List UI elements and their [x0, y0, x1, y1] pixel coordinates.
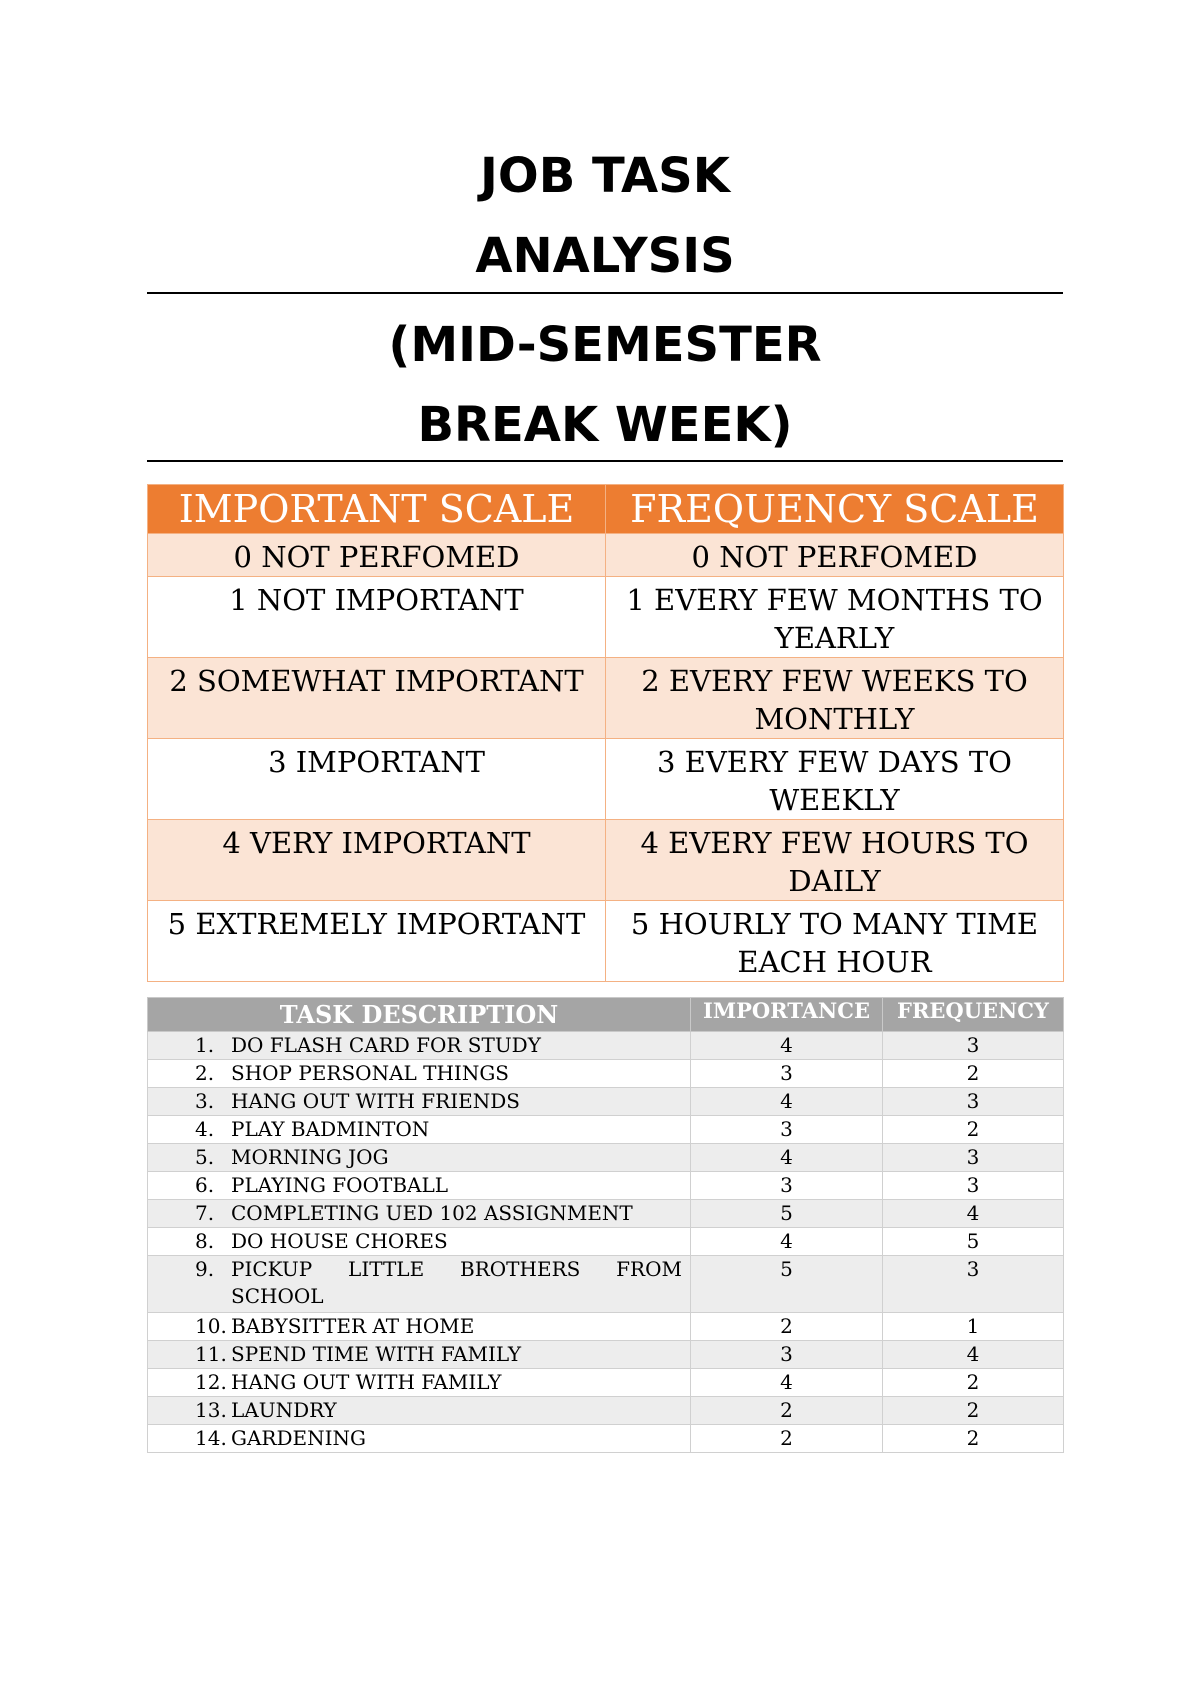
task-number: 6.: [195, 1173, 215, 1197]
task-text: SHOP PERSONAL THINGS: [231, 1061, 510, 1085]
table-row: [148, 1256, 1064, 1313]
frequency-value: 3: [883, 1172, 1064, 1200]
importance-value: 3: [691, 1172, 883, 1200]
task-text: PICKUP LITTLE BROTHERS FROM SCHOOL: [231, 1257, 682, 1308]
scale-row: [148, 739, 1064, 820]
table-row: [148, 1116, 1064, 1144]
task-text: BABYSITTER AT HOME: [231, 1314, 475, 1338]
frequency-value: 2: [883, 1397, 1064, 1425]
table-row: [148, 1088, 1064, 1116]
importance-level: 0 NOT PERFOMED: [148, 534, 606, 577]
title-line-3: (MID-SEMESTER: [388, 317, 822, 373]
task-number: 8.: [195, 1229, 215, 1253]
task-text: HANG OUT WITH FRIENDS: [231, 1089, 520, 1113]
task-text: HANG OUT WITH FAMILY: [231, 1370, 502, 1394]
frequency-value: 2: [883, 1425, 1064, 1453]
task-description: [148, 1313, 691, 1341]
task-description: [148, 1228, 691, 1256]
scale-row: [148, 901, 1064, 982]
importance-value: 3: [691, 1116, 883, 1144]
title-upper: [147, 136, 1063, 296]
task-number: 11.: [195, 1342, 227, 1366]
frequency-value: 2: [883, 1369, 1064, 1397]
scale-header-row: [148, 485, 1064, 534]
table-row: [148, 1060, 1064, 1088]
scale-table: [147, 484, 1064, 982]
frequency-value: 2: [883, 1060, 1064, 1088]
table-row: [148, 1397, 1064, 1425]
title-line-1: JOB TASK: [480, 148, 730, 204]
frequency-value: 5: [883, 1228, 1064, 1256]
task-text: PLAY BADMINTON: [231, 1117, 430, 1141]
frequency-value: 3: [883, 1032, 1064, 1060]
task-number: 14.: [195, 1426, 227, 1450]
frequency-value: 3: [883, 1144, 1064, 1172]
task-number: 13.: [195, 1398, 227, 1422]
scale-row: [148, 658, 1064, 739]
importance-value: 4: [691, 1144, 883, 1172]
importance-value: 4: [691, 1369, 883, 1397]
frequency-value: 4: [883, 1341, 1064, 1369]
title-underline-1: [147, 292, 1063, 294]
task-number: 7.: [195, 1201, 215, 1225]
task-number: 4.: [195, 1117, 215, 1141]
task-number: 10.: [195, 1314, 227, 1338]
task-table: [147, 997, 1064, 1453]
frequency-value: 3: [883, 1256, 1064, 1313]
frequency-value: 3: [883, 1088, 1064, 1116]
importance-value: 2: [691, 1313, 883, 1341]
task-number: 9.: [195, 1257, 215, 1281]
task-description: [148, 1144, 691, 1172]
importance-value: 4: [691, 1032, 883, 1060]
task-description: [148, 1060, 691, 1088]
frequency-level: 1 EVERY FEW MONTHS TO YEARLY: [606, 577, 1064, 658]
task-number: 2.: [195, 1061, 215, 1085]
task-number: 1.: [195, 1033, 215, 1057]
importance-value: 5: [691, 1256, 883, 1313]
importance-level: 3 IMPORTANT: [148, 739, 606, 820]
frequency-level: 4 EVERY FEW HOURS TO DAILY: [606, 820, 1064, 901]
task-text: DO FLASH CARD FOR STUDY: [231, 1033, 541, 1057]
task-description: [148, 1425, 691, 1453]
task-description: [148, 1088, 691, 1116]
frequency-level: 3 EVERY FEW DAYS TO WEEKLY: [606, 739, 1064, 820]
importance-value: 4: [691, 1228, 883, 1256]
table-row: [148, 1144, 1064, 1172]
table-row: [148, 1369, 1064, 1397]
table-row: [148, 1341, 1064, 1369]
table-row: [148, 1228, 1064, 1256]
task-text: PLAYING FOOTBALL: [231, 1173, 449, 1197]
task-number: 5.: [195, 1145, 215, 1169]
task-text: MORNING JOG: [231, 1145, 389, 1169]
table-row: [148, 1425, 1064, 1453]
task-number: 3.: [195, 1089, 215, 1113]
frequency-level: 0 NOT PERFOMED: [606, 534, 1064, 577]
task-description-header: TASK DESCRIPTION: [148, 998, 691, 1032]
table-row: [148, 1200, 1064, 1228]
importance-value: 2: [691, 1425, 883, 1453]
task-description: [148, 1341, 691, 1369]
task-text: LAUNDRY: [231, 1398, 337, 1422]
title-underline-2: [147, 460, 1063, 462]
scale-row: [148, 577, 1064, 658]
importance-value: 3: [691, 1060, 883, 1088]
frequency-value: 2: [883, 1116, 1064, 1144]
table-row: [148, 1172, 1064, 1200]
importance-value: 2: [691, 1397, 883, 1425]
task-description: [148, 1032, 691, 1060]
importance-level: 4 VERY IMPORTANT: [148, 820, 606, 901]
task-description: [148, 1369, 691, 1397]
frequency-value: 1: [883, 1313, 1064, 1341]
frequency-header: FREQUENCY: [883, 998, 1064, 1032]
frequency-level: 2 EVERY FEW WEEKS TO MONTHLY: [606, 658, 1064, 739]
importance-value: 3: [691, 1341, 883, 1369]
importance-level: 5 EXTREMELY IMPORTANT: [148, 901, 606, 982]
task-number: 12.: [195, 1370, 227, 1394]
importance-value: 4: [691, 1088, 883, 1116]
task-description: [148, 1116, 691, 1144]
task-description: [148, 1200, 691, 1228]
title-lower: [147, 305, 1063, 465]
important-scale-header: IMPORTANT SCALE: [148, 485, 606, 534]
task-text: SPEND TIME WITH FAMILY: [231, 1342, 522, 1366]
importance-level: 1 NOT IMPORTANT: [148, 577, 606, 658]
task-text: DO HOUSE CHORES: [231, 1229, 448, 1253]
task-text: COMPLETING UED 102 ASSIGNMENT: [231, 1201, 633, 1225]
importance-level: 2 SOMEWHAT IMPORTANT: [148, 658, 606, 739]
task-text: GARDENING: [231, 1426, 366, 1450]
frequency-scale-header: FREQUENCY SCALE: [606, 485, 1064, 534]
title-line-4: BREAK WEEK): [417, 397, 793, 453]
importance-value: 5: [691, 1200, 883, 1228]
task-description: [148, 1172, 691, 1200]
frequency-level: 5 HOURLY TO MANY TIME EACH HOUR: [606, 901, 1064, 982]
scale-row: [148, 534, 1064, 577]
table-row: [148, 1313, 1064, 1341]
importance-header: IMPORTANCE: [691, 998, 883, 1032]
task-description: [148, 1256, 691, 1313]
title-line-2: ANALYSIS: [475, 228, 735, 284]
task-header-row: [148, 998, 1064, 1032]
task-description: [148, 1397, 691, 1425]
scale-row: [148, 820, 1064, 901]
frequency-value: 4: [883, 1200, 1064, 1228]
table-row: [148, 1032, 1064, 1060]
